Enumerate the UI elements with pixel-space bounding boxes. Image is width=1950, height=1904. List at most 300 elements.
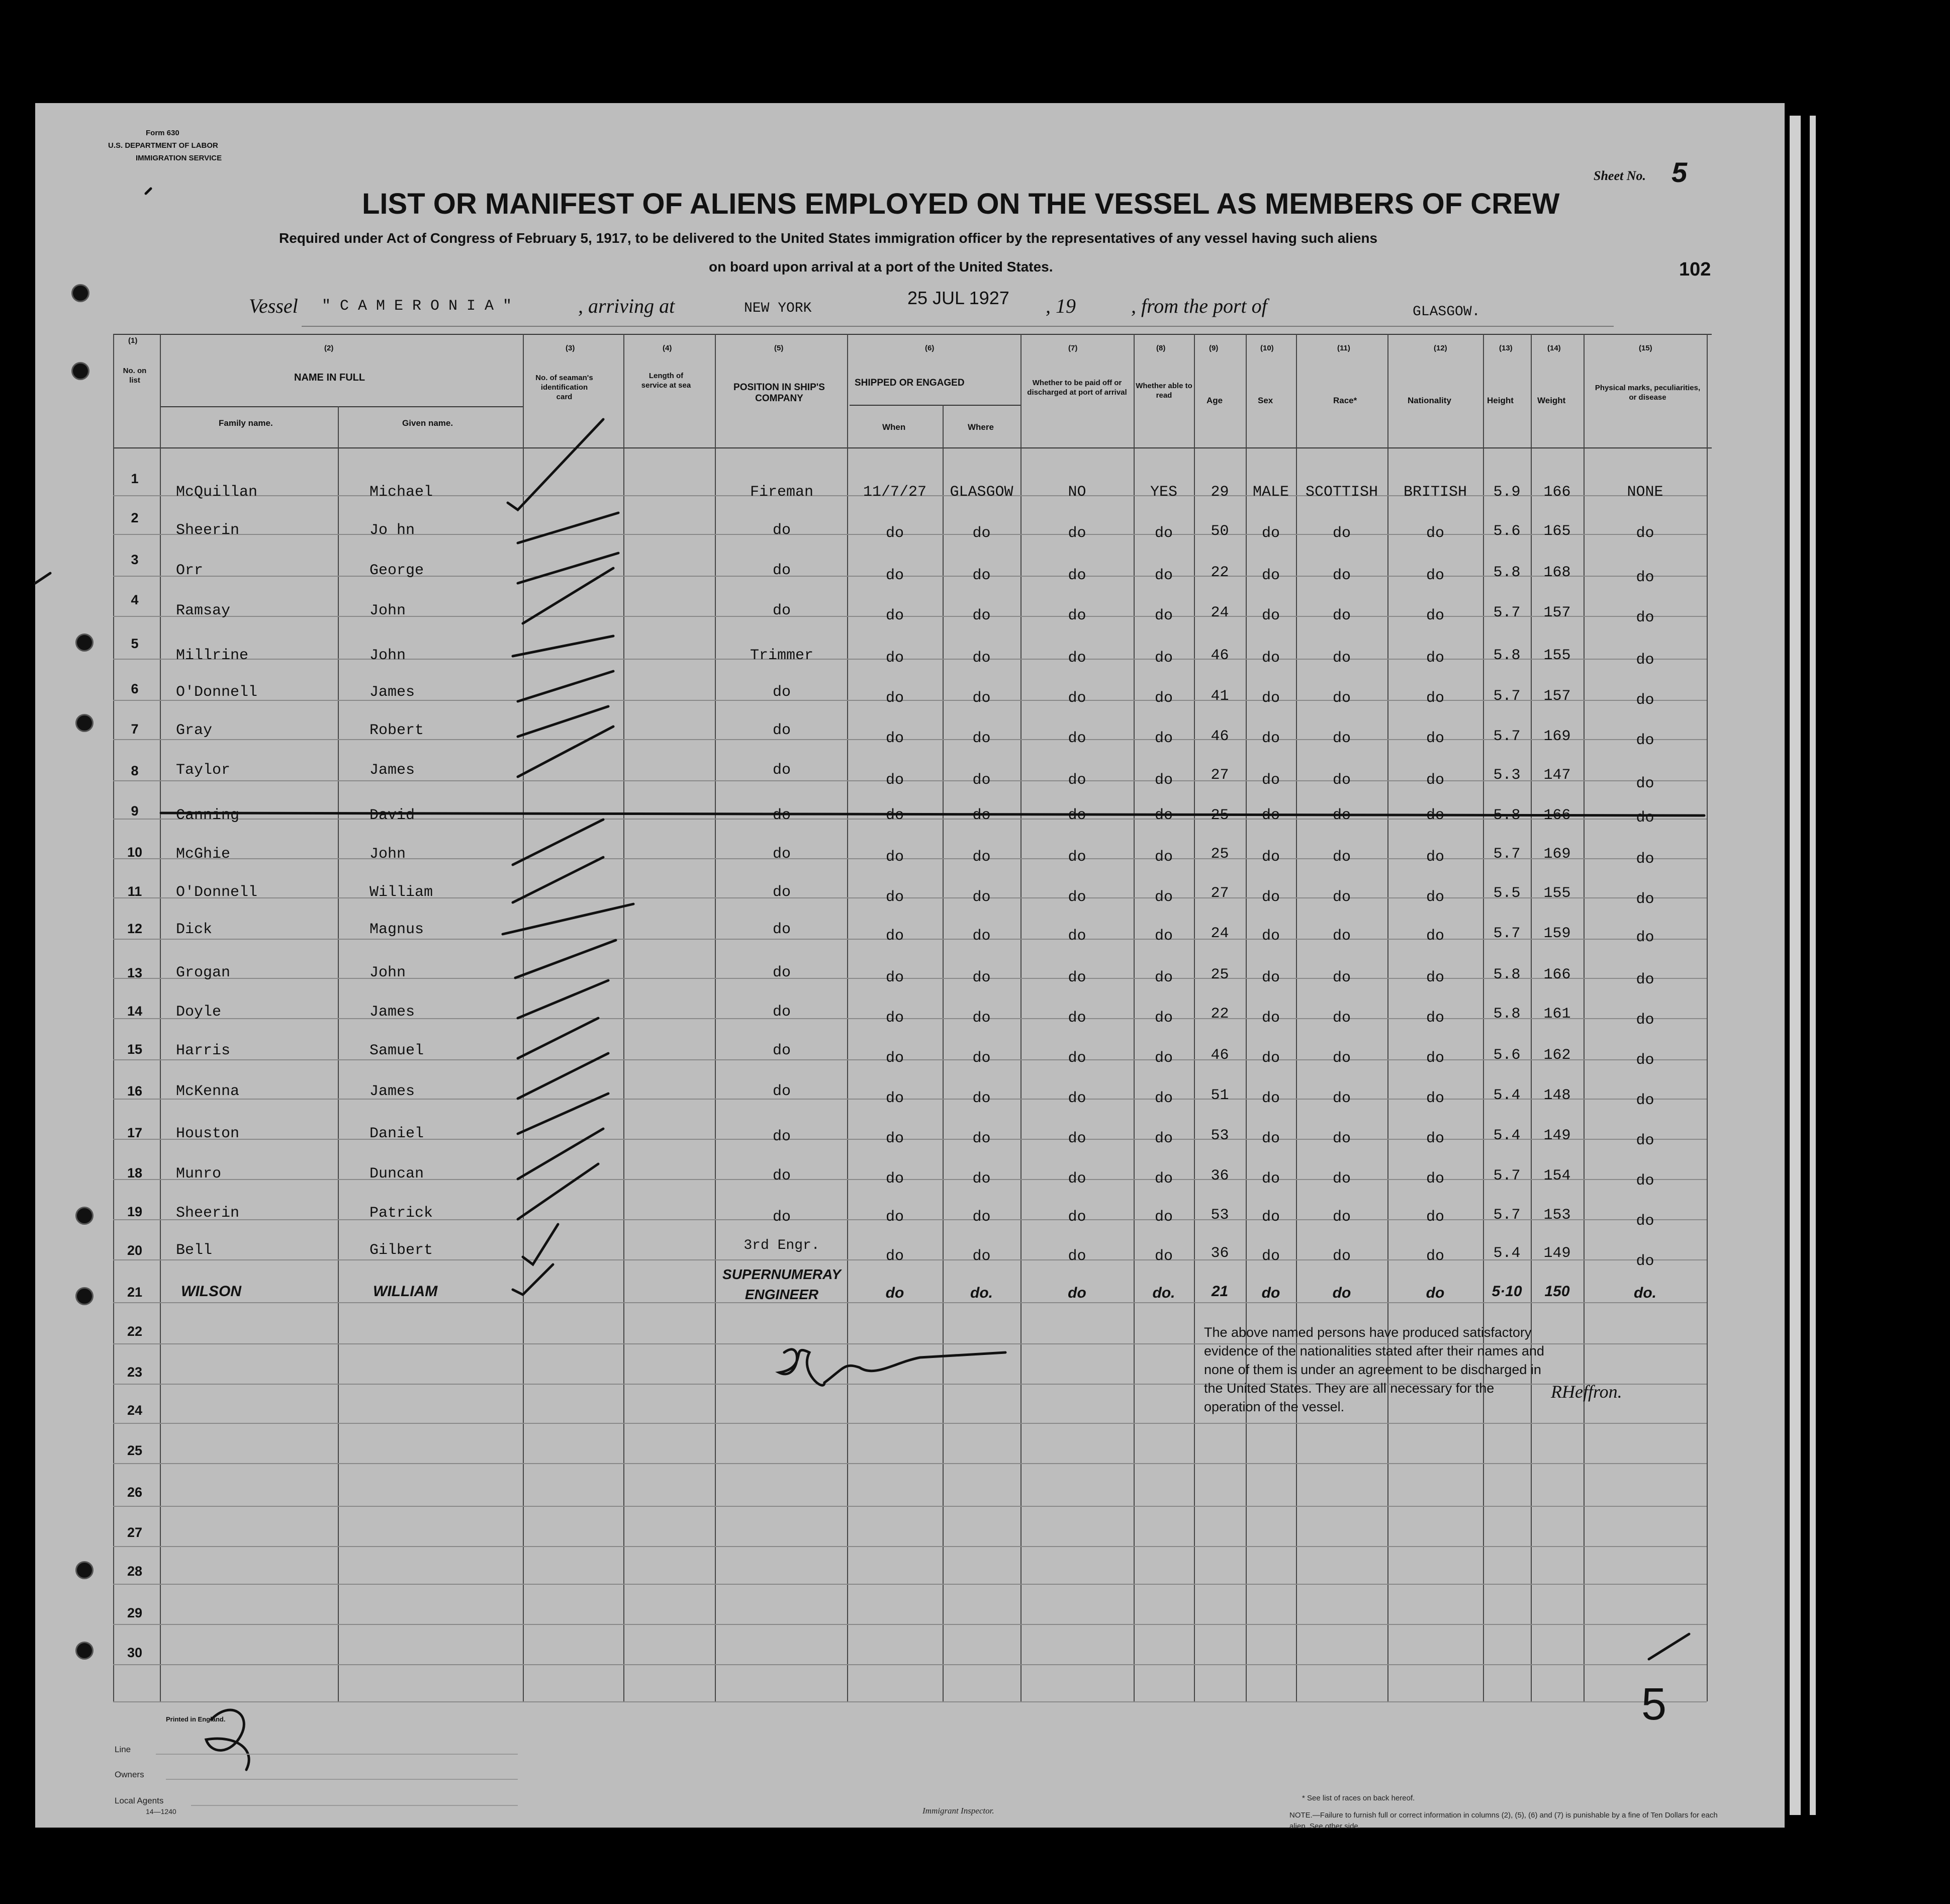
header-given-name: Given name. [402, 418, 453, 428]
paid-off: do [1068, 607, 1086, 624]
paid-off: do [1068, 650, 1086, 667]
nationality: do [1426, 969, 1444, 986]
weight: 155 [1543, 647, 1571, 664]
able-to-read: do [1154, 567, 1173, 584]
physical-marks: do [1636, 1172, 1654, 1190]
weight: 147 [1543, 767, 1571, 784]
col-num: (4) [663, 344, 672, 352]
weight: 153 [1543, 1207, 1571, 1224]
physical-marks: NONE [1627, 484, 1663, 501]
family-name: Sheerin [176, 522, 240, 539]
given-name: James [369, 1083, 415, 1100]
age: 24 [1211, 604, 1229, 621]
punch-hole [75, 633, 94, 652]
sex: do [1261, 1248, 1280, 1265]
physical-marks: do [1636, 609, 1654, 626]
height: 5.6 [1493, 1047, 1521, 1064]
physical-marks: do [1636, 569, 1654, 586]
race: do [1332, 1130, 1351, 1147]
physical-marks: do [1636, 1092, 1654, 1109]
col-rule [160, 334, 161, 1701]
paid-off: do [1068, 928, 1086, 945]
sex: do [1261, 525, 1280, 542]
empty-row-number: 24 [127, 1403, 143, 1418]
shipped-where: do [972, 772, 991, 789]
owners-label: Owners [115, 1770, 144, 1779]
able-to-read: do [1154, 690, 1173, 707]
col-num: (9) [1209, 344, 1219, 352]
col-num: (11) [1337, 344, 1350, 352]
family-name: O'Donnell [176, 684, 258, 701]
age: 53 [1211, 1127, 1229, 1144]
race: do [1332, 1285, 1351, 1301]
shipped-when: do [885, 1285, 904, 1301]
row-rule [113, 1624, 1707, 1625]
paid-off: do [1068, 889, 1086, 906]
position: do [772, 1042, 791, 1059]
shipped-where: do [972, 849, 991, 866]
height: 5.4 [1493, 1245, 1521, 1262]
age: 22 [1211, 1006, 1229, 1023]
header-where: Where [968, 422, 994, 432]
nationality: do [1426, 567, 1444, 584]
shipped-when: do [885, 567, 904, 584]
nationality: do [1426, 849, 1444, 866]
age: 24 [1211, 925, 1229, 942]
able-to-read: do [1154, 928, 1173, 945]
col-rule [1707, 334, 1708, 1701]
col-rule [715, 334, 716, 1701]
given-name: John [369, 602, 406, 619]
age: 29 [1211, 484, 1229, 501]
paid-off: do [1068, 807, 1086, 824]
family-name: Doyle [176, 1004, 222, 1021]
header-height: Height [1487, 396, 1514, 405]
header-when: When [882, 422, 906, 432]
col-num: (6) [925, 344, 935, 352]
empty-row-number: 25 [127, 1443, 143, 1458]
nationality: do [1426, 650, 1444, 667]
race: do [1332, 1090, 1351, 1107]
able-to-read: do [1154, 607, 1173, 624]
paid-off: NO [1068, 484, 1086, 501]
col-num: (2) [324, 344, 334, 352]
sex: do [1261, 1209, 1280, 1226]
sex: do [1261, 567, 1280, 584]
col-rule [113, 334, 114, 1701]
given-name: Robert [369, 722, 424, 739]
able-to-read: YES [1150, 484, 1177, 501]
col-num: (15) [1639, 344, 1652, 352]
shipped-when: do [885, 650, 904, 667]
corner-mark: 5 [1641, 1679, 1667, 1730]
race: do [1332, 928, 1351, 945]
shipped-where: do [972, 1010, 991, 1027]
col-num: (3) [566, 344, 575, 352]
height: 5.8 [1493, 1006, 1521, 1023]
row-number: 15 [127, 1042, 143, 1057]
shipped-when: do [885, 772, 904, 789]
vessel-label: Vessel [249, 295, 298, 317]
header-length-service: Length of service at sea [641, 372, 691, 390]
race-footnote: * See list of races on back hereof. [1302, 1794, 1415, 1802]
sex: do [1261, 928, 1280, 945]
col-rule [623, 334, 624, 1701]
race: do [1332, 1209, 1351, 1226]
given-name: Daniel [369, 1125, 424, 1142]
punch-hole [71, 284, 89, 302]
given-name: George [369, 562, 424, 579]
punch-hole [75, 1287, 94, 1305]
row-rule [113, 1302, 1707, 1303]
nationality: BRITISH [1403, 484, 1467, 501]
physical-marks: do [1636, 525, 1654, 542]
header-sex: Sex [1258, 396, 1273, 405]
race: do [1332, 567, 1351, 584]
vessel-underline [302, 326, 1614, 327]
height: 5.8 [1493, 807, 1521, 824]
position: do [772, 1083, 791, 1100]
family-name: Millrine [176, 647, 249, 664]
shipped-where: do [972, 567, 991, 584]
weight: 162 [1543, 1047, 1571, 1064]
height: 5.9 [1493, 484, 1521, 501]
race: SCOTTISH [1305, 484, 1378, 501]
race: do [1332, 607, 1351, 624]
sex: do [1261, 1010, 1280, 1027]
sex: do [1261, 1090, 1280, 1107]
position: do [772, 722, 791, 739]
race: do [1332, 650, 1351, 667]
height: 5.3 [1493, 767, 1521, 784]
owners-rule [166, 1779, 518, 1780]
family-name: McKenna [176, 1083, 240, 1100]
physical-marks: do [1636, 1132, 1654, 1149]
age: 53 [1211, 1207, 1229, 1224]
position: Trimmer [750, 647, 814, 664]
row-number: 20 [127, 1243, 143, 1258]
able-to-read: do [1154, 1170, 1173, 1188]
physical-marks: do [1636, 891, 1654, 908]
height: 5.8 [1493, 564, 1521, 581]
nationality: do [1426, 928, 1444, 945]
able-to-read: do [1154, 889, 1173, 906]
header-no-on-list: No. on list [123, 367, 147, 385]
able-to-read: do [1154, 730, 1173, 747]
certification-statement: The above named persons have produced satisfactory evidence of the nationalities stated after their names and none of them is under an agreement to be discharged in the United States. They are all necessary for the operation of the vessel. [1204, 1325, 1544, 1414]
position: do [772, 807, 791, 824]
family-name: Harris [176, 1042, 231, 1059]
shipped-where: do [972, 525, 991, 542]
shipped-where: do [972, 650, 991, 667]
physical-marks: do [1636, 971, 1654, 988]
family-name: Gray [176, 722, 213, 739]
age: 21 [1211, 1283, 1229, 1300]
sex: do [1261, 772, 1280, 789]
race: do [1332, 849, 1351, 866]
position: do [772, 684, 791, 701]
shipped-when: do [885, 1248, 904, 1265]
family-name: Orr [176, 562, 204, 579]
weight: 157 [1543, 604, 1571, 621]
row-number: 13 [127, 965, 143, 980]
agents-rule [191, 1805, 518, 1806]
header-position: POSITION IN SHIP'S COMPANY [733, 382, 825, 404]
shipped-where: do [972, 889, 991, 906]
row-rule [113, 1423, 1707, 1424]
header-bottom-rule [113, 447, 1712, 448]
page-edge [1790, 116, 1801, 1815]
nationality: do [1426, 889, 1444, 906]
sex: do [1261, 650, 1280, 667]
row-number: 10 [127, 845, 143, 860]
race: do [1332, 1248, 1351, 1265]
shipped-where: do [972, 969, 991, 986]
header-id-card: No. of seaman's identification card [535, 374, 593, 401]
family-name: Canning [176, 807, 240, 824]
col-num: (14) [1547, 344, 1561, 352]
sex: do [1261, 849, 1280, 866]
able-to-read: do [1154, 807, 1173, 824]
weight: 149 [1543, 1127, 1571, 1144]
subtitle-line-1: Required under Act of Congress of February 5, 1917, to be delivered to the United States immigration officer by the representatives of any vessel having such aliens [279, 230, 1378, 246]
height: 5.7 [1493, 846, 1521, 863]
given-name: Jo hn [369, 522, 415, 539]
sex: do [1261, 1050, 1280, 1067]
given-name: John [369, 647, 406, 664]
punch-hole [75, 1642, 94, 1660]
paid-off: do [1068, 1285, 1086, 1301]
physical-marks: do [1636, 851, 1654, 868]
col-num: (1) [128, 336, 138, 345]
position: do [772, 1167, 791, 1185]
empty-row-number: 26 [127, 1485, 143, 1500]
manifest-sheet [35, 103, 1785, 1828]
age: 46 [1211, 728, 1229, 745]
family-name: Houston [176, 1125, 240, 1142]
family-name: Taylor [176, 762, 231, 779]
shipped-where: do [972, 807, 991, 824]
row-rule [113, 1506, 1707, 1507]
paid-off: do [1068, 772, 1086, 789]
sex: do [1261, 1285, 1280, 1301]
shipped-where: do [972, 1090, 991, 1107]
able-to-read: do [1154, 1209, 1173, 1226]
age: 51 [1211, 1087, 1229, 1104]
row-number: 5 [131, 636, 139, 651]
position: do [772, 1128, 791, 1145]
shipped-where: do [972, 928, 991, 945]
position: 3rd Engr. [744, 1238, 820, 1253]
weight: 157 [1543, 688, 1571, 705]
given-name: Duncan [369, 1165, 424, 1183]
able-to-read: do [1154, 772, 1173, 789]
year-label: , 19 [1046, 295, 1076, 317]
row-number: 2 [131, 510, 139, 525]
col-rule [338, 406, 339, 1701]
position: do [772, 522, 791, 539]
row-number: 19 [127, 1204, 143, 1219]
header-family-name: Family name. [219, 418, 273, 428]
paid-off: do [1068, 1209, 1086, 1226]
row-number: 17 [127, 1125, 143, 1140]
physical-marks: do [1636, 809, 1654, 827]
nationality: do [1426, 1170, 1444, 1188]
nationality: do [1426, 690, 1444, 707]
sex: do [1261, 1130, 1280, 1147]
row-number: 18 [127, 1165, 143, 1181]
weight: 165 [1543, 523, 1571, 540]
header-weight: Weight [1537, 396, 1566, 405]
family-name: Munro [176, 1165, 222, 1183]
height: 5.4 [1493, 1127, 1521, 1144]
service: IMMIGRATION SERVICE [136, 154, 222, 162]
shipped-where: do [972, 1050, 991, 1067]
able-to-read: do. [1152, 1285, 1175, 1301]
punch-hole [75, 1207, 94, 1225]
height: 5.7 [1493, 1207, 1521, 1224]
given-name: John [369, 846, 406, 863]
row-number: 8 [131, 763, 139, 778]
sex: do [1261, 730, 1280, 747]
shipped-where: GLASGOW [950, 484, 1013, 501]
nationality: do [1426, 772, 1444, 789]
age: 25 [1211, 846, 1229, 863]
family-name: Sheerin [176, 1205, 240, 1222]
given-name: Gilbert [369, 1242, 433, 1259]
paid-off: do [1068, 1248, 1086, 1265]
weight: 148 [1543, 1087, 1571, 1104]
subtitle-line-2: on board upon arrival at a port of the United States. [709, 259, 1053, 275]
row-number: 11 [127, 884, 142, 899]
family-name: Bell [176, 1242, 213, 1259]
weight: 159 [1543, 925, 1571, 942]
line-rule [156, 1754, 518, 1755]
shipped-subhead-rule [850, 405, 1020, 406]
col-rule [523, 334, 524, 1701]
physical-marks: do [1636, 775, 1654, 792]
race: do [1332, 1010, 1351, 1027]
family-name: Dick [176, 921, 213, 938]
height: 5.5 [1493, 885, 1521, 902]
able-to-read: do [1154, 525, 1173, 542]
row-rule [113, 1701, 1707, 1702]
height: 5.8 [1493, 966, 1521, 983]
shipped-where: do [972, 1209, 991, 1226]
shipped-where: do. [970, 1285, 993, 1301]
able-to-read: do [1154, 1248, 1173, 1265]
physical-marks: do [1636, 1052, 1654, 1069]
position: do [772, 964, 791, 981]
from-port-label: , from the port of [1131, 295, 1267, 317]
arrival-date-stamp: 25 JUL 1927 [907, 288, 1009, 308]
nationality: do [1426, 1248, 1444, 1265]
page-edge [1810, 116, 1816, 1815]
row-number: 4 [131, 592, 139, 607]
department: U.S. DEPARTMENT OF LABOR [108, 141, 218, 150]
departure-port: GLASGOW. [1413, 304, 1480, 320]
able-to-read: do [1154, 1050, 1173, 1067]
printed-note: Printed in England. [166, 1715, 226, 1723]
shipped-when: do [885, 730, 904, 747]
page-title: LIST OR MANIFEST OF ALIENS EMPLOYED ON THE VESSEL AS MEMBERS OF CREW [362, 188, 1560, 220]
race: do [1332, 889, 1351, 906]
shipped-when: do [885, 807, 904, 824]
handwritten-signature: RHeffron. [1551, 1382, 1622, 1402]
race: do [1332, 969, 1351, 986]
height: 5.6 [1493, 523, 1521, 540]
nationality: do [1426, 1130, 1444, 1147]
race: do [1332, 690, 1351, 707]
race: do [1332, 730, 1351, 747]
row-number: 6 [131, 681, 139, 696]
shipped-where: do [972, 1130, 991, 1147]
age: 46 [1211, 647, 1229, 664]
empty-row-number: 29 [127, 1605, 143, 1620]
shipped-where: do [972, 690, 991, 707]
shipped-when: do [885, 889, 904, 906]
nationality: do [1426, 807, 1444, 824]
shipped-where: do [972, 1170, 991, 1188]
family-name: Grogan [176, 964, 231, 981]
sex: do [1261, 969, 1280, 986]
shipped-when: do [885, 928, 904, 945]
paid-off: do [1068, 1090, 1086, 1107]
shipped-where: do [972, 607, 991, 624]
header-marks: Physical marks, peculiarities, or disease [1595, 384, 1701, 402]
paid-off: do [1068, 525, 1086, 542]
physical-marks: do [1636, 732, 1654, 749]
empty-row-number: 28 [127, 1564, 143, 1579]
paid-off: do [1068, 849, 1086, 866]
header-nationality: Nationality [1408, 396, 1451, 405]
race: do [1332, 1170, 1351, 1188]
weight: 149 [1543, 1245, 1571, 1262]
position: do [772, 1004, 791, 1021]
weight: 168 [1543, 564, 1571, 581]
able-to-read: do [1154, 849, 1173, 866]
sheet-number: 5 [1672, 156, 1688, 188]
weight: 166 [1543, 807, 1571, 824]
nationality: do [1426, 1050, 1444, 1067]
height: 5.7 [1493, 1167, 1521, 1185]
shipped-when: 11/7/27 [863, 484, 927, 501]
physical-marks: do [1636, 1012, 1654, 1029]
given-name: John [369, 964, 406, 981]
weight: 161 [1543, 1006, 1571, 1023]
height: 5.7 [1493, 604, 1521, 621]
race: do [1332, 525, 1351, 542]
empty-row-number: 22 [127, 1324, 143, 1339]
paid-off: do [1068, 730, 1086, 747]
height: 5.7 [1493, 925, 1521, 942]
sex: do [1261, 807, 1280, 824]
arrival-port: NEW YORK [744, 301, 812, 316]
col-num: (13) [1499, 344, 1513, 352]
sex: do [1261, 607, 1280, 624]
position: do [772, 884, 791, 901]
given-name: Magnus [369, 921, 424, 938]
able-to-read: do [1154, 1010, 1173, 1027]
col-num: (12) [1434, 344, 1447, 352]
position: do [772, 562, 791, 579]
nationality: do [1426, 730, 1444, 747]
family-name: Ramsay [176, 602, 231, 619]
given-name: James [369, 684, 415, 701]
shipped-when: do [885, 1010, 904, 1027]
weight: 154 [1543, 1167, 1571, 1185]
able-to-read: do [1154, 1130, 1173, 1147]
